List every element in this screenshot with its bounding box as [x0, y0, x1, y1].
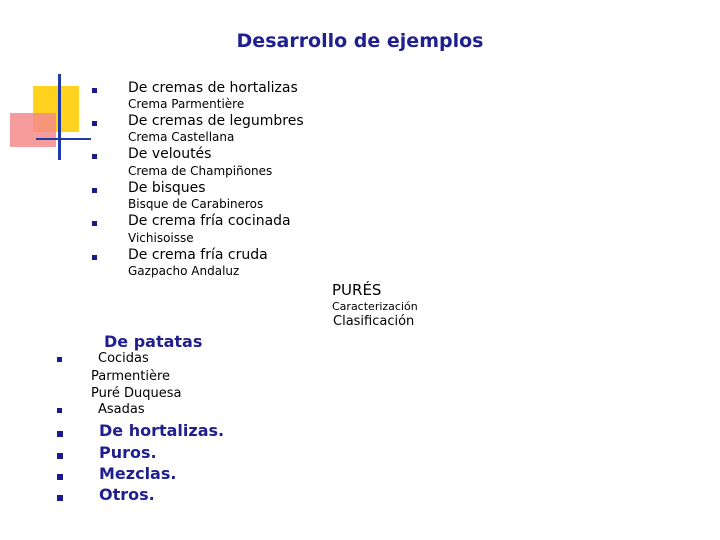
asadas-label: Asadas — [98, 402, 145, 417]
bullet-icon — [57, 474, 63, 480]
list-item: De veloutés — [128, 146, 212, 162]
parmentiere-label: Parmentière — [91, 369, 171, 384]
type-item: Otros. — [99, 485, 155, 504]
list-item-example: Crema Parmentière — [128, 97, 245, 111]
list-item: De crema fría cocinada — [128, 213, 291, 229]
bullet-icon — [92, 188, 97, 193]
bullet-icon — [57, 357, 62, 362]
list-item-example: Bisque de Carabineros — [128, 197, 264, 211]
bullet-icon — [92, 255, 97, 260]
bullet-icon — [92, 154, 97, 159]
list-item-example: Vichisoisse — [128, 231, 194, 245]
bullet-icon — [92, 121, 97, 126]
bullet-icon — [57, 495, 63, 501]
list-item-example: Gazpacho Andaluz — [128, 264, 240, 278]
list-item-example: Crema de Champiñones — [128, 164, 273, 178]
page-title: Desarrollo de ejemplos — [236, 30, 484, 52]
type-item: Mezclas. — [99, 464, 177, 483]
bullet-icon — [57, 408, 62, 413]
patatas-heading: De patatas — [104, 332, 203, 351]
pures-heading: PURÉS — [332, 281, 382, 299]
list-item: De cremas de hortalizas — [128, 80, 298, 96]
bullet-icon — [57, 431, 63, 437]
bullet-icon — [92, 221, 97, 226]
cocidas-label: Cocidas — [98, 351, 149, 366]
pure-duquesa-label: Puré Duquesa — [91, 386, 182, 401]
type-item: Puros. — [99, 443, 157, 462]
clasificacion-label: Clasificación — [333, 314, 415, 329]
list-item-example: Crema Castellana — [128, 130, 235, 144]
list-item: De cremas de legumbres — [128, 113, 304, 129]
type-item: De hortalizas. — [99, 421, 225, 440]
bullet-icon — [92, 88, 97, 93]
list-item: De crema fría cruda — [128, 247, 268, 263]
bullet-icon — [57, 453, 63, 459]
caracterizacion-label: Caracterización — [332, 300, 418, 313]
list-item: De bisques — [128, 180, 206, 196]
